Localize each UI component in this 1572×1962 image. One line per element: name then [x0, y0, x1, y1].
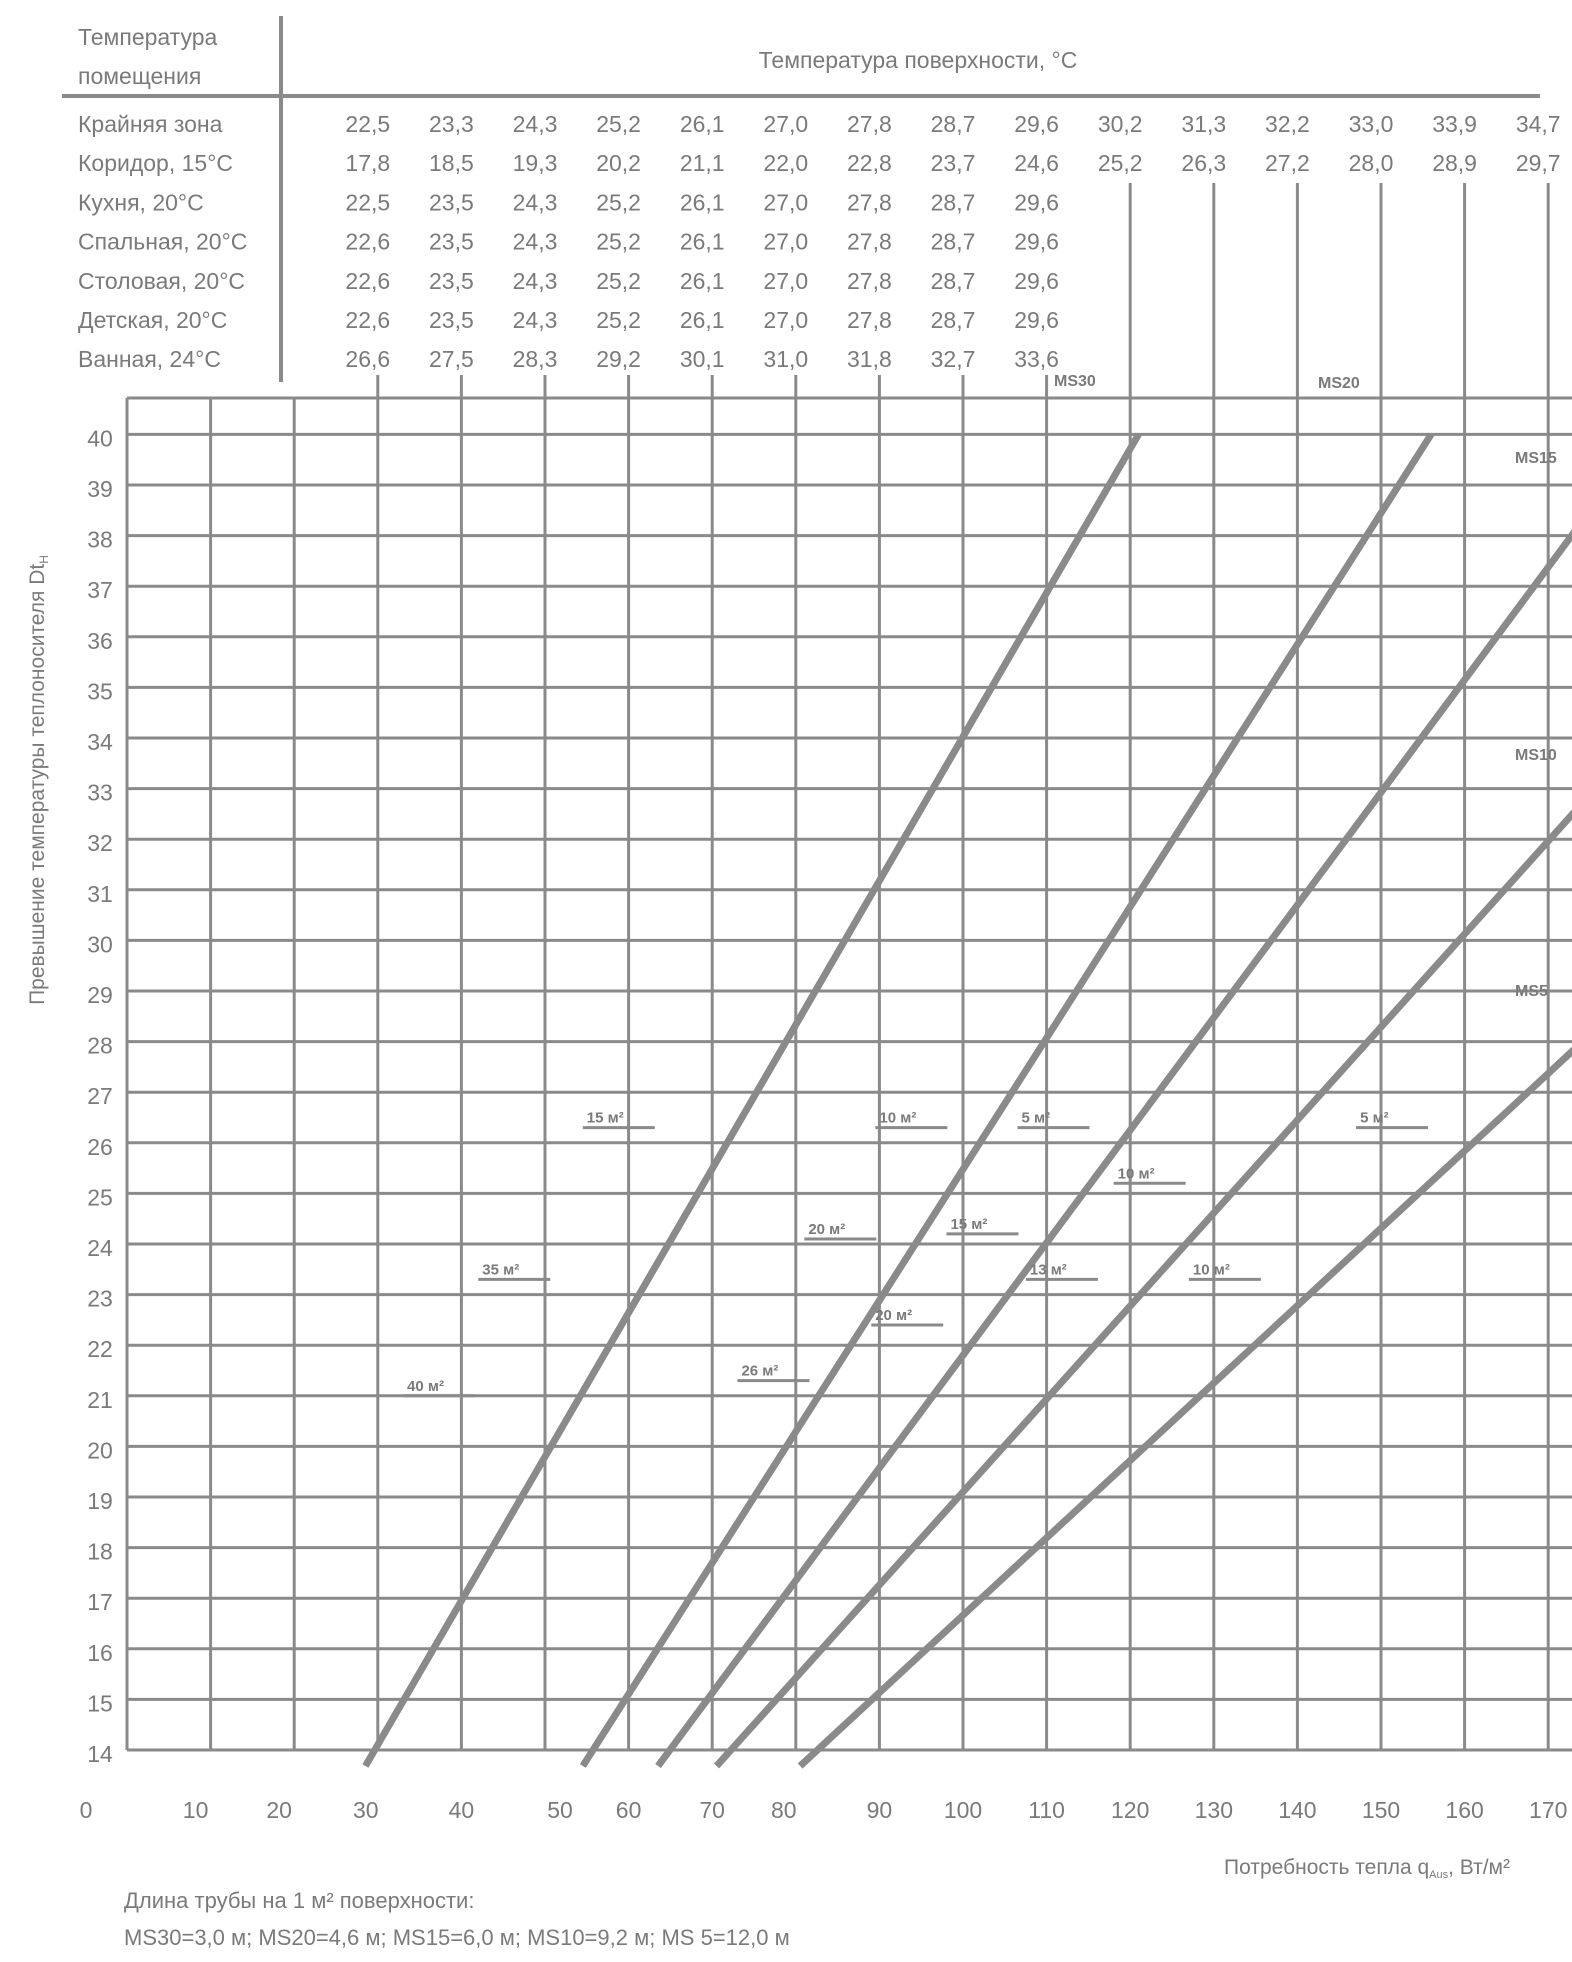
table-cell: 27,8 — [847, 189, 892, 216]
area-annotation: 5 м² — [1021, 1109, 1051, 1127]
x-tick-label: 160 — [1445, 1797, 1484, 1823]
x-tick-label: 110 — [1028, 1797, 1065, 1823]
x-tick-label: 50 — [547, 1797, 573, 1823]
table-row-label: Детская, 20°C — [78, 307, 228, 333]
table-cell: 33,6 — [1014, 346, 1059, 373]
y-tick-label: 32 — [87, 830, 113, 857]
table-cell: 21,1 — [679, 150, 725, 177]
series-label-ms15: MS15 — [1515, 450, 1557, 467]
table-cell: 33,9 — [1432, 111, 1477, 137]
series-label-ms10: MS10 — [1515, 747, 1557, 764]
area-annotation: 20 м² — [808, 1220, 846, 1238]
table-cell: 32,7 — [930, 346, 976, 373]
x-tick-label: 40 — [448, 1797, 475, 1823]
table-cell: 23,5 — [429, 228, 474, 255]
y-tick-label: 36 — [87, 627, 113, 654]
table-cell: 28,9 — [1432, 150, 1477, 177]
table-cell: 29,6 — [1014, 228, 1059, 255]
table-cell: 26,3 — [1181, 150, 1227, 177]
x-tick-label: 80 — [771, 1797, 797, 1823]
table-cell: 30,1 — [679, 346, 725, 373]
x-tick-label: 30 — [353, 1797, 379, 1823]
table-cell: 28,7 — [930, 111, 976, 137]
table-cell: 27,5 — [429, 346, 474, 373]
y-tick-label: 40 — [87, 425, 113, 452]
area-annotation: 26 м² — [741, 1362, 779, 1380]
area-annotation: 10 м² — [879, 1109, 917, 1127]
y-tick-label: 25 — [87, 1184, 113, 1211]
y-tick-label: 31 — [87, 880, 113, 907]
table-cell: 26,6 — [345, 346, 391, 373]
table-cell: 25,2 — [596, 307, 641, 333]
table-cell: 30,2 — [1097, 111, 1143, 137]
table-cell: 24,3 — [512, 189, 558, 216]
table-row-label: Спальная, 20°C — [78, 228, 248, 255]
table-cell: 29,7 — [1515, 150, 1561, 177]
table-cell: 24,3 — [512, 111, 558, 137]
y-tick-label: 28 — [87, 1032, 113, 1059]
area-annotation: 13 м² — [1029, 1261, 1067, 1279]
x-tick-label: 140 — [1278, 1797, 1317, 1823]
table-row-label: Кухня, 20°C — [78, 189, 204, 216]
y-tick-label: 21 — [87, 1386, 113, 1413]
table-cell: 25,2 — [1097, 150, 1143, 177]
table-cell: 28,7 — [930, 267, 976, 294]
table-cell: 24,6 — [1014, 150, 1059, 177]
table-cell: 33,0 — [1348, 111, 1394, 137]
room-temp-title-line1: Температура — [78, 24, 218, 50]
table-cell: 31,3 — [1181, 111, 1227, 137]
room-temp-title-line2: помещения — [78, 63, 202, 89]
series-label-ms30: MS30 — [1054, 373, 1096, 390]
x-tick-label: 170 — [1529, 1797, 1568, 1823]
area-annotation: 20 м² — [875, 1306, 913, 1324]
table-cell: 27,8 — [847, 111, 892, 137]
table-cell: 23,3 — [429, 111, 474, 137]
series-line-ms30 — [365, 434, 1138, 1766]
y-tick-label: 30 — [87, 931, 113, 958]
table-cell: 26,1 — [679, 267, 725, 294]
surface-temp-title: Температура поверхности, °C — [758, 47, 1078, 73]
table-cell: 28,0 — [1348, 150, 1394, 177]
table-cell: 28,3 — [512, 346, 558, 373]
table-cell: 23,5 — [429, 307, 474, 333]
table-cell: 23,5 — [429, 267, 474, 294]
table-cell: 29,6 — [1014, 189, 1059, 216]
x-tick-label: 120 — [1111, 1797, 1150, 1823]
series-line-ms20 — [583, 434, 1431, 1766]
area-annotation: 10 м² — [1192, 1261, 1230, 1279]
table-cell: 31,8 — [847, 346, 892, 373]
table-cell: 27,8 — [847, 228, 892, 255]
y-tick-label: 34 — [87, 729, 113, 755]
y-tick-label: 24 — [87, 1235, 113, 1261]
table-cell: 27,0 — [763, 111, 809, 137]
x-tick-label: 150 — [1361, 1797, 1401, 1823]
table-cell: 29,6 — [1014, 267, 1059, 294]
y-tick-label: 16 — [87, 1639, 113, 1666]
table-cell: 29,2 — [596, 346, 641, 373]
area-annotation: 5 м² — [1360, 1109, 1389, 1127]
table-cell: 27,0 — [763, 307, 809, 333]
y-tick-label: 29 — [87, 982, 113, 1008]
table-cell: 27,0 — [763, 267, 809, 294]
table-cell: 27,8 — [847, 267, 892, 294]
table-row-label: Ванная, 24°C — [78, 346, 221, 373]
table-cell: 29,6 — [1014, 111, 1059, 137]
area-annotation: 15 м² — [950, 1215, 988, 1233]
table-cell: 22,0 — [763, 150, 809, 177]
table-cell: 26,1 — [679, 189, 725, 216]
y-tick-label: 19 — [87, 1488, 113, 1514]
table-cell: 26,1 — [679, 307, 725, 333]
table-cell: 24,3 — [512, 267, 558, 294]
table-cell: 27,2 — [1265, 150, 1310, 177]
table-cell: 23,5 — [429, 189, 474, 216]
table-cell: 28,7 — [930, 307, 976, 333]
table-cell: 22,5 — [345, 189, 391, 216]
table-cell: 23,7 — [930, 150, 976, 177]
table-cell: 22,6 — [345, 228, 391, 255]
y-axis-title: Превышение температуры теплоносителя DtH — [26, 555, 51, 1005]
x-tick-label: 100 — [943, 1797, 983, 1823]
table-cell: 22,5 — [345, 111, 391, 137]
y-tick-label: 33 — [87, 779, 113, 806]
table-cell: 29,6 — [1014, 307, 1059, 333]
x-tick-label: 10 — [182, 1797, 209, 1823]
table-cell: 25,2 — [596, 267, 641, 294]
table-cell: 17,8 — [345, 150, 391, 177]
table-cell: 20,2 — [596, 150, 641, 177]
table-cell: 31,0 — [763, 346, 809, 373]
series-label-ms5: MS5 — [1515, 983, 1548, 1000]
table-cell: 25,2 — [596, 189, 641, 216]
table-cell: 28,7 — [930, 228, 976, 255]
y-tick-label: 23 — [87, 1285, 113, 1312]
table-row-label: Коридор, 15°C — [78, 150, 234, 177]
area-annotation: 40 м² — [407, 1377, 444, 1395]
y-tick-label: 39 — [87, 476, 113, 502]
table-cell: 34,7 — [1515, 111, 1561, 137]
table-cell: 27,8 — [847, 307, 892, 333]
y-tick-label: 27 — [87, 1083, 113, 1110]
table-cell: 27,0 — [763, 228, 809, 255]
table-cell: 26,1 — [679, 228, 725, 255]
table-cell: 24,3 — [512, 228, 558, 255]
y-tick-label: 14 — [87, 1741, 113, 1767]
y-tick-label: 18 — [87, 1538, 113, 1565]
y-tick-label: 15 — [87, 1690, 113, 1717]
x-tick-label: 60 — [615, 1797, 642, 1823]
y-tick-label: 22 — [87, 1336, 113, 1363]
series-line-ms10 — [717, 748, 1572, 1766]
area-annotation: 15 м² — [586, 1109, 624, 1127]
series-label-ms20: MS20 — [1318, 375, 1360, 392]
table-cell: 22,8 — [847, 150, 892, 177]
table-cell: 19,3 — [512, 150, 558, 177]
y-tick-label: 35 — [87, 678, 113, 705]
y-tick-label: 38 — [87, 526, 113, 553]
table-cell: 22,6 — [345, 307, 391, 333]
area-annotation: 10 м² — [1117, 1165, 1155, 1183]
y-tick-label: 37 — [87, 577, 113, 604]
table-cell: 18,5 — [429, 150, 474, 177]
table-cell: 25,2 — [596, 111, 641, 137]
area-annotation: 35 м² — [482, 1261, 520, 1279]
x-axis-title: Потребность тепла qAus, Вт/м² — [1224, 1856, 1510, 1881]
table-cell: 24,3 — [512, 307, 558, 333]
x-tick-label: 20 — [266, 1797, 292, 1823]
footnote-line2: MS30=3,0 м; MS20=4,6 м; MS15=6,0 м; MS10=9,2 м; MS 5=12,0 м — [124, 1925, 790, 1950]
x-tick-label: 90 — [866, 1797, 893, 1823]
table-cell: 22,6 — [345, 267, 391, 294]
footnote-line1: Длина трубы на 1 м² поверхности: — [124, 1888, 475, 1913]
table-cell: 27,0 — [763, 189, 809, 216]
table-cell: 32,2 — [1265, 111, 1310, 137]
y-tick-label: 17 — [87, 1589, 113, 1616]
table-cell: 26,1 — [679, 111, 725, 137]
x-tick-label: 0 — [79, 1797, 93, 1823]
x-tick-label: 130 — [1194, 1797, 1233, 1823]
y-tick-label: 20 — [87, 1437, 113, 1464]
table-cell: 28,7 — [930, 189, 976, 216]
x-tick-label: 70 — [699, 1797, 725, 1823]
table-cell: 25,2 — [596, 228, 641, 255]
table-row-label: Столовая, 20°C — [78, 267, 246, 294]
y-tick-label: 26 — [87, 1133, 113, 1160]
table-row-label: Крайняя зона — [78, 111, 223, 137]
